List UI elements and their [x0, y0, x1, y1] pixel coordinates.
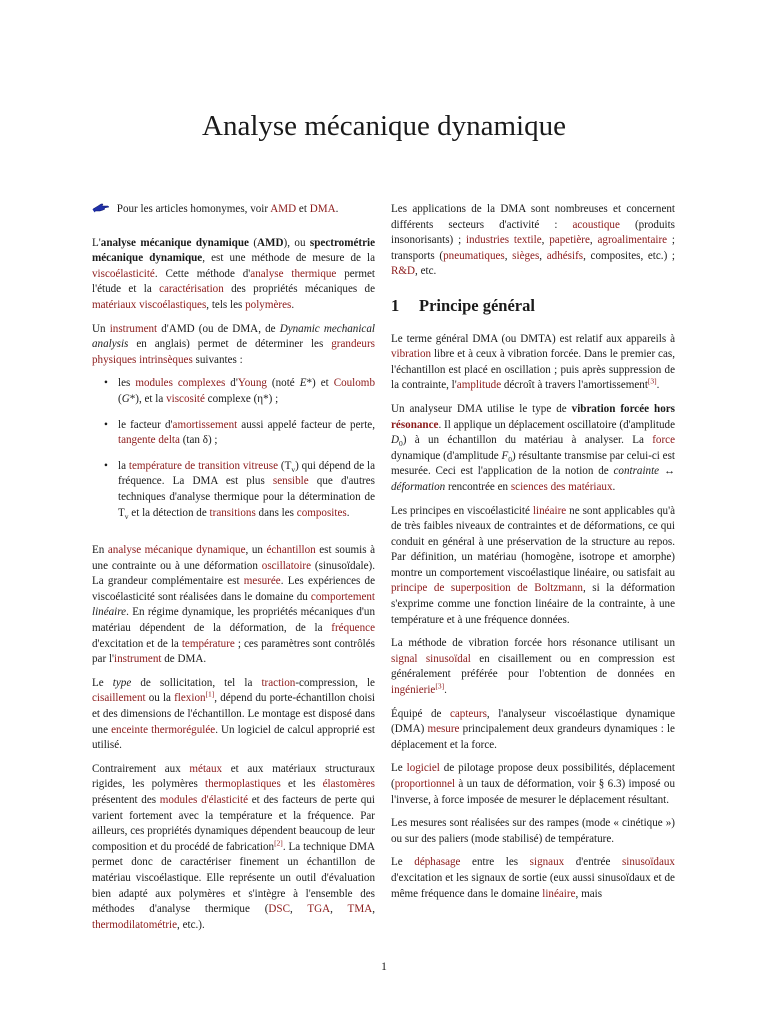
echantillon-paragraph: En analyse mécanique dynamique, un échantillon est soumis à une contrainte ou à une déformation oscillatoire (sinusoïdale). La grandeur complémentaire est mesurée. Les expériences de viscoélasticité sont réalisées dans le domaine du comportement linéaire. En régime dynamique, les propriétés mécaniques d'un matériau dépendent de la déformation, de la fréquence d'excitation et de la température ; ces paramètres sont contrôlés par l'instrument de DMA.: [92, 544, 375, 666]
homonym-note: Pour les articles homonymes, voir AMD et DMA.: [92, 202, 375, 218]
ref-3b[interactable]: [3]: [435, 681, 445, 691]
ref-3[interactable]: [3]: [647, 376, 657, 386]
link-tangente-delta[interactable]: tangente delta: [118, 434, 180, 447]
link-comportement[interactable]: comportement: [310, 590, 375, 603]
link-cisaillement[interactable]: cisaillement: [92, 692, 146, 705]
link-temperature[interactable]: température: [181, 637, 235, 650]
link-vibration[interactable]: vibration: [391, 348, 432, 361]
type-paragraph: Le type de sollicitation, tel la traction-compression, le cisaillement ou la flexion[1], dépend du porte-échantillon choisi et des dimensions de l'échantillon. Le montage est disposé dans une enceinte thermorégulée. Un logiciel de calcul approprié est utilisé.: [92, 676, 375, 752]
section-heading: [391, 295, 675, 315]
link-tma[interactable]: TMA: [347, 903, 373, 916]
link-polymeres[interactable]: polymères: [245, 298, 292, 311]
link-transition-vitreuse[interactable]: température de transition vitreuse: [128, 459, 278, 472]
instrument-paragraph: Un instrument d'AMD (ou de DMA, de Dynamic mechanical analysis en anglais) permet de déterminer les grandeurs physiques intrinsèques suivantes :: [92, 322, 375, 366]
link-elastomeres[interactable]: élastomères: [322, 778, 375, 791]
page-number: 1: [381, 961, 387, 973]
link-transitions[interactable]: transitions: [209, 506, 256, 519]
left-column: [92, 202, 375, 941]
link-rd[interactable]: R&D: [391, 265, 416, 278]
link-dma[interactable]: DMA: [309, 203, 336, 215]
link-sciences-materiaux[interactable]: sciences des matériaux: [510, 480, 613, 493]
link-materiaux-viscoelastiques[interactable]: matériaux viscoélastiques: [92, 298, 207, 311]
link-amd[interactable]: AMD: [270, 203, 297, 215]
link-traction[interactable]: traction: [261, 676, 296, 689]
applications-paragraph: Les applications de la DMA sont nombreuses et concernent différents secteurs d'activité : acoustique (produits insonorisants) ; industries textile, papetière, agroalimentaire ; transports (pneumatiques, sièges, adhésifs, composites, etc.) ; R&D, etc.: [391, 203, 676, 278]
link-capteurs[interactable]: capteurs: [449, 707, 487, 720]
link-grandeurs-physiques[interactable]: grandeurs physiques intrinsèques: [92, 338, 375, 366]
properties-list: [92, 376, 375, 521]
link-metaux[interactable]: métaux: [189, 762, 223, 775]
link-amplitude[interactable]: amplitude: [456, 379, 502, 392]
methode-paragraph: La méthode de vibration forcée hors résonance utilisant un signal sinusoïdal en cisaillement ou en compression est généralement préférée pour l'obtention de données en ingénierie[3].: [391, 637, 675, 697]
contrairement-paragraph: Contrairement aux métaux et aux matériaux structuraux rigides, les polymères thermoplastiques et les élastomères présentent des modules d'élasticité et des facteurs de perte qui varient fortement avec la température et la fréquence. Par ailleurs, ces propriétés dynamiques dépendent beaucoup de leur composition et du procédé de fabrication[2]. La technique DMA permet donc de caractériser finement un échantillon de matériau viscoélastique. Elle représente un outil d'évaluation bien adapté aux polymères et s'intègre à l'ensemble des méthodes d'analyse thermique (DSC, TGA, TMA, thermodilatométrie, etc.).: [92, 762, 375, 931]
link-echantillon[interactable]: échantillon: [266, 544, 316, 557]
link-proportionnel[interactable]: proportionnel: [394, 778, 456, 790]
link-instrument[interactable]: instrument: [109, 322, 158, 335]
link-thermoplastiques[interactable]: thermoplastiques: [205, 778, 281, 791]
link-sieges[interactable]: sièges: [512, 249, 540, 262]
link-enceinte-thermoregulee[interactable]: enceinte thermorégulée: [111, 723, 216, 736]
intro-paragraph: L'analyse mécanique dynamique (AMD), ou spectrométrie mécanique dynamique, est une méthode de mesure de la viscoélasticité. Cette méthode d'analyse thermique permet l'étude et la caractérisation des propriétés mécaniques de matériaux viscoélastiques, tels les polymères.: [92, 236, 376, 311]
logiciel-paragraph: Le logiciel de pilotage propose deux possibilités, déplacement (proportionnel à un taux de déformation, voir § 6.3) imposé ou l'inverse, à force imposée de mesurer le déplacement résultant.: [391, 762, 675, 806]
link-analyse-mecanique-dynamique[interactable]: analyse mécanique dynamique: [107, 544, 246, 557]
link-tga[interactable]: TGA: [307, 903, 331, 916]
link-modules-elasticite[interactable]: modules d'élasticité: [159, 794, 249, 806]
link-papetiere[interactable]: papetière: [549, 234, 590, 247]
link-instrument-2[interactable]: instrument: [114, 653, 162, 666]
link-oscillatoire[interactable]: oscillatoire: [261, 559, 312, 572]
page-title: Analyse mécanique dynamique: [202, 110, 566, 142]
link-mesure[interactable]: mesure: [427, 723, 460, 736]
link-industries-textile[interactable]: industries textile: [465, 234, 542, 247]
link-frequence[interactable]: fréquence: [331, 622, 375, 635]
link-pneumatiques[interactable]: pneumatiques: [443, 249, 505, 262]
link-acoustique[interactable]: acoustique: [572, 218, 620, 231]
ref-1[interactable]: [1]: [205, 689, 215, 699]
link-signaux[interactable]: signaux: [529, 856, 565, 869]
link-amortissement[interactable]: amortissement: [172, 418, 238, 431]
link-boltzmann[interactable]: principe de superposition de Boltzmann: [391, 582, 583, 595]
link-agroalimentaire[interactable]: agroalimentaire: [597, 234, 668, 247]
section-title: Principe général: [419, 295, 535, 315]
link-flexion[interactable]: flexion: [174, 692, 206, 705]
link-logiciel[interactable]: logiciel: [406, 762, 440, 775]
link-viscosite[interactable]: viscosité: [166, 392, 205, 405]
link-thermodilatometrie[interactable]: thermodilatométrie: [92, 918, 178, 931]
link-young[interactable]: Young: [237, 377, 267, 390]
link-adhesifs[interactable]: adhésifs: [546, 249, 584, 262]
link-signal-sinusoidal[interactable]: signal sinusoïdal: [391, 652, 471, 665]
link-lineaire[interactable]: linéaire: [532, 504, 567, 517]
link-resonance[interactable]: résonance: [391, 418, 439, 431]
link-dsc[interactable]: DSC: [268, 903, 290, 916]
link-sinusoidaux[interactable]: sinusoïdaux: [621, 856, 675, 869]
link-composites[interactable]: composites: [296, 506, 347, 519]
list-item: • les modules complexes d'Young (noté E*) et Coulomb (G*), et la viscosité complexe (η*) ;: [118, 376, 375, 407]
link-sensible[interactable]: sensible: [272, 475, 309, 488]
terme-paragraph: Le terme général DMA (ou DMTA) est relatif aux appareils à vibration libre et à ceux à vibration forcée. Dans le premier cas, l'échantillon est placé en oscillation ; puis après suppression de la contrainte, l'amplitude décroît à travers l'amortissement[3].: [391, 332, 675, 392]
analyseur-paragraph: Un analyseur DMA utilise le type de vibration forcée hors résonance. Il applique un déplacement oscillatoire (d'amplitude $D_0$) à un échantillon du matériau à analyser. La force dynamique (d'amplitude $F_0$) résultante transmise par celui-ci est mesurée. Ceci est l'application de la notion de contrainte ↔ déformation rencontrée en sciences des matériaux.: [391, 402, 675, 493]
mesures-paragraph: Les mesures sont réalisées sur des rampes (mode « cinétique ») ou sur des paliers (mode stabilisé) de température.: [391, 817, 675, 845]
pointing-hand-icon: [92, 203, 110, 213]
list-item: • le facteur d'amortissement aussi appelé facteur de perte, tangente delta (tan δ) ;: [118, 418, 375, 449]
link-coulomb[interactable]: Coulomb: [333, 377, 375, 390]
right-column: [391, 202, 675, 910]
link-analyse-thermique[interactable]: analyse thermique: [250, 267, 337, 280]
link-viscoelasticite[interactable]: viscoélasticité: [92, 267, 155, 280]
equipe-paragraph: Équipé de capteurs, l'analyseur viscoélastique dynamique (DMA) mesure principalement deux grandeurs dynamiques : le déplacement et la force.: [391, 707, 675, 751]
link-modules-complexes[interactable]: modules complexes: [135, 377, 226, 390]
principes-paragraph: Les principes en viscoélasticité linéaire ne sont applicables qu'à de très faibles niveaux de contraintes et de déformations, ce qui conduit en général à une préservation de la structure au repos. Par définition, un matériau (homogène, isotrope et amorphe) montre un comportement viscoélastique linéaire, ou satisfait au principe de superposition de Boltzmann, si la déformation s'exprime comme une fonction linéaire de la contrainte, à une température et à une fréquence données.: [391, 504, 675, 626]
list-item: • la température de transition vitreuse $(T_v)$ qui dépend de la fréquence. La DMA est plus sensible que d'autres techniques d'analyse thermique pour la détermination de $T_v$ et la détection de transitions dans les composites.: [118, 459, 375, 521]
ref-2[interactable]: [2]: [274, 838, 283, 848]
link-mesuree[interactable]: mesurée: [243, 575, 281, 588]
dephasage-paragraph: Le déphasage entre les signaux d'entrée sinusoïdaux d'excitation et les signaux de sortie (eux aussi sinusoïdaux et de même fréquence dans le domaine linéaire, mais: [391, 856, 675, 900]
link-force[interactable]: force: [652, 434, 675, 447]
section-number: 1: [391, 295, 400, 315]
link-dephasage[interactable]: déphasage: [414, 856, 461, 869]
link-lineaire-2[interactable]: linéaire: [542, 887, 576, 900]
link-caracterisation[interactable]: caractérisation: [159, 283, 224, 296]
link-ingenierie[interactable]: ingénierie: [391, 684, 436, 697]
